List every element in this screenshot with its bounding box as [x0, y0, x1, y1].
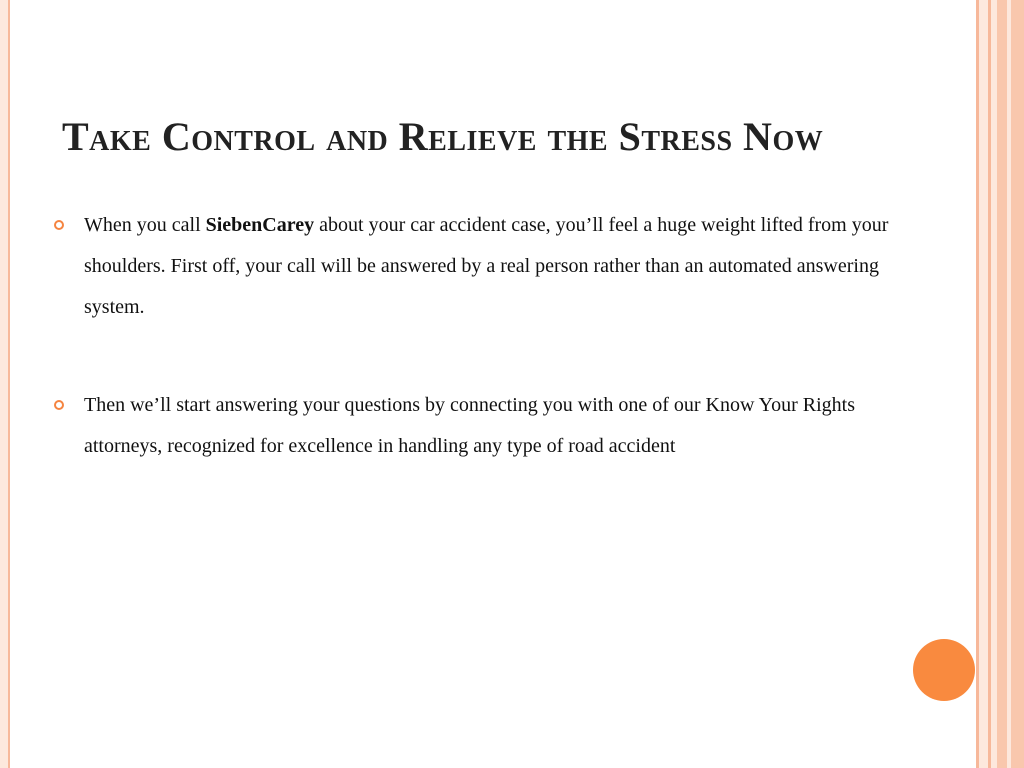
orange-circle-decoration: [913, 639, 975, 701]
stripe: [979, 0, 988, 768]
stripe: [1011, 0, 1024, 768]
bullet-item: [54, 385, 934, 467]
right-stripes-decoration: [976, 0, 1024, 768]
bullet-list: [54, 205, 934, 467]
left-border-decoration: [0, 0, 10, 768]
company-name: SiebenCarey: [205, 214, 315, 236]
bullet-circle-icon: [54, 400, 64, 410]
bullet-text-part: When you call: [84, 214, 206, 236]
bullet-text: [84, 394, 855, 457]
bullet-text-part: about your car accident case, you’ll feel a huge weight lifted from your shoulders. First off, your call will be answered by a real person rather than an automated answering system.: [84, 214, 889, 318]
bullet-item: [54, 205, 934, 328]
slide-title: Take Control and Relieve the Stress Now: [62, 114, 824, 159]
bullet-text-part: Then we’ll start answering your questions by connecting you with one of our Know Your Rights attorneys, recognized for excellence in handling any type of road accident: [84, 394, 856, 457]
bullet-text: [84, 214, 888, 318]
bullet-circle-icon: [54, 220, 64, 230]
stripe: [997, 0, 1007, 768]
